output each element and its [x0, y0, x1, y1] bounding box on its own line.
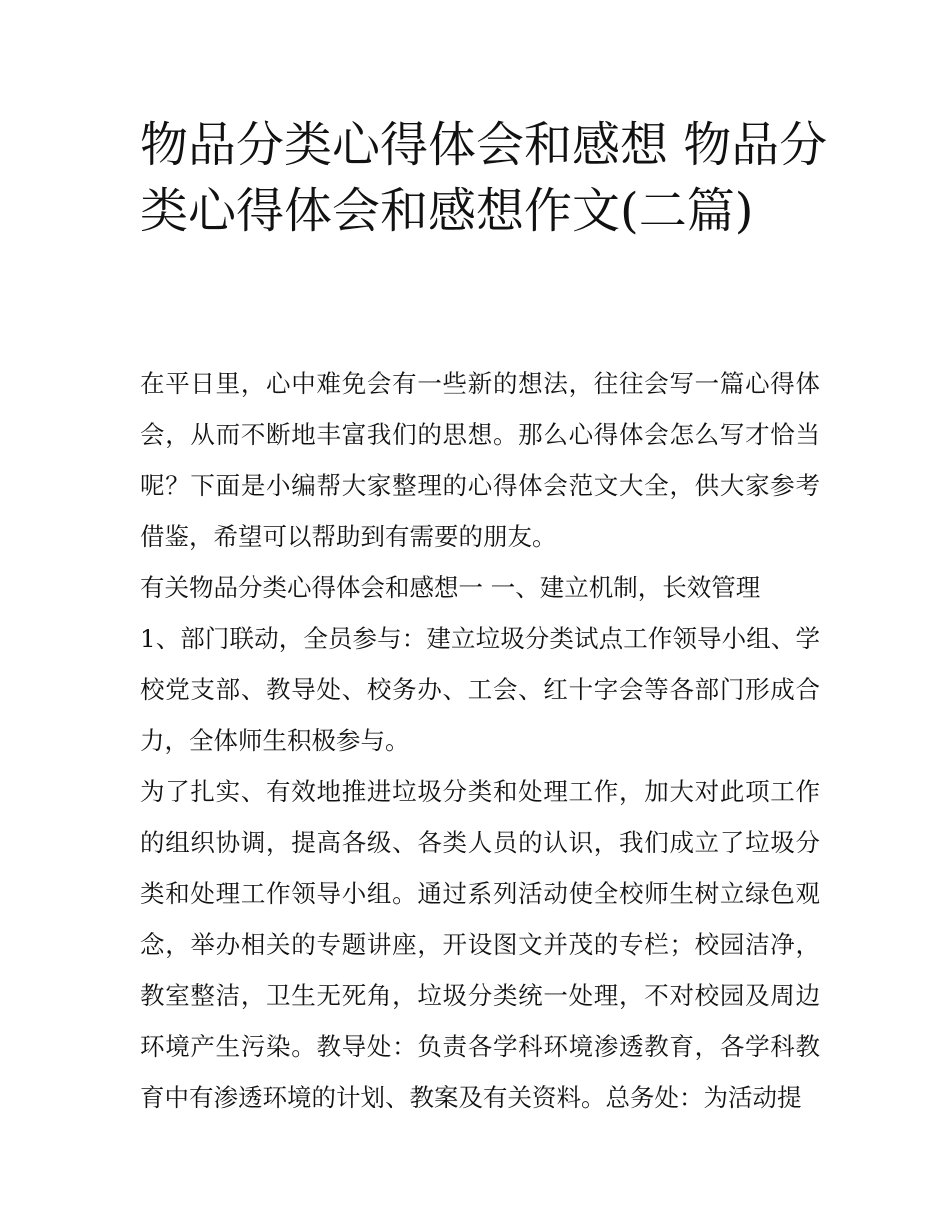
document-title: 物品分类心得体会和感想 物品分类心得体会和感想作文(二篇) — [140, 117, 828, 239]
intro-paragraph: 在平日里，心中难免会有一些新的想法，往往会写一篇心得体会，从而不断地丰富我们的思想。那么心得体会怎么写才恰当呢？下面是小编帮大家整理的心得体会范文大全，供大家参考借鉴，希望可以帮助到有需要的朋友。 — [140, 369, 820, 551]
item-one-paragraph: 1、部门联动，全员参与：建立垃圾分类试点工作领导小组、学校党支部、教导处、校务办、工会、红十字会等各部门形成合力，全体师生积极参与。 — [140, 624, 820, 755]
detail-paragraph: 为了扎实、有效地推进垃圾分类和处理工作，加大对此项工作的组织协调，提高各级、各类人员的认识，我们成立了垃圾分类和处理工作领导小组。通过系列活动使全校师生树立绿色观念，举办相关的专题讲座，开设图文并茂的专栏；校园洁净，教室整洁，卫生无死角，垃圾分类统一处理，不对校园及周边环境产生污染。教导处：负责各学科环境渗透教育，各学科教育中有渗透环境的计划、教案及有关资料。总务处：为活动提 — [140, 777, 820, 1112]
document-body — [140, 358, 820, 1123]
section-heading-paragraph: 有关物品分类心得体会和感想一 一、建立机制，长效管理 — [140, 573, 761, 602]
